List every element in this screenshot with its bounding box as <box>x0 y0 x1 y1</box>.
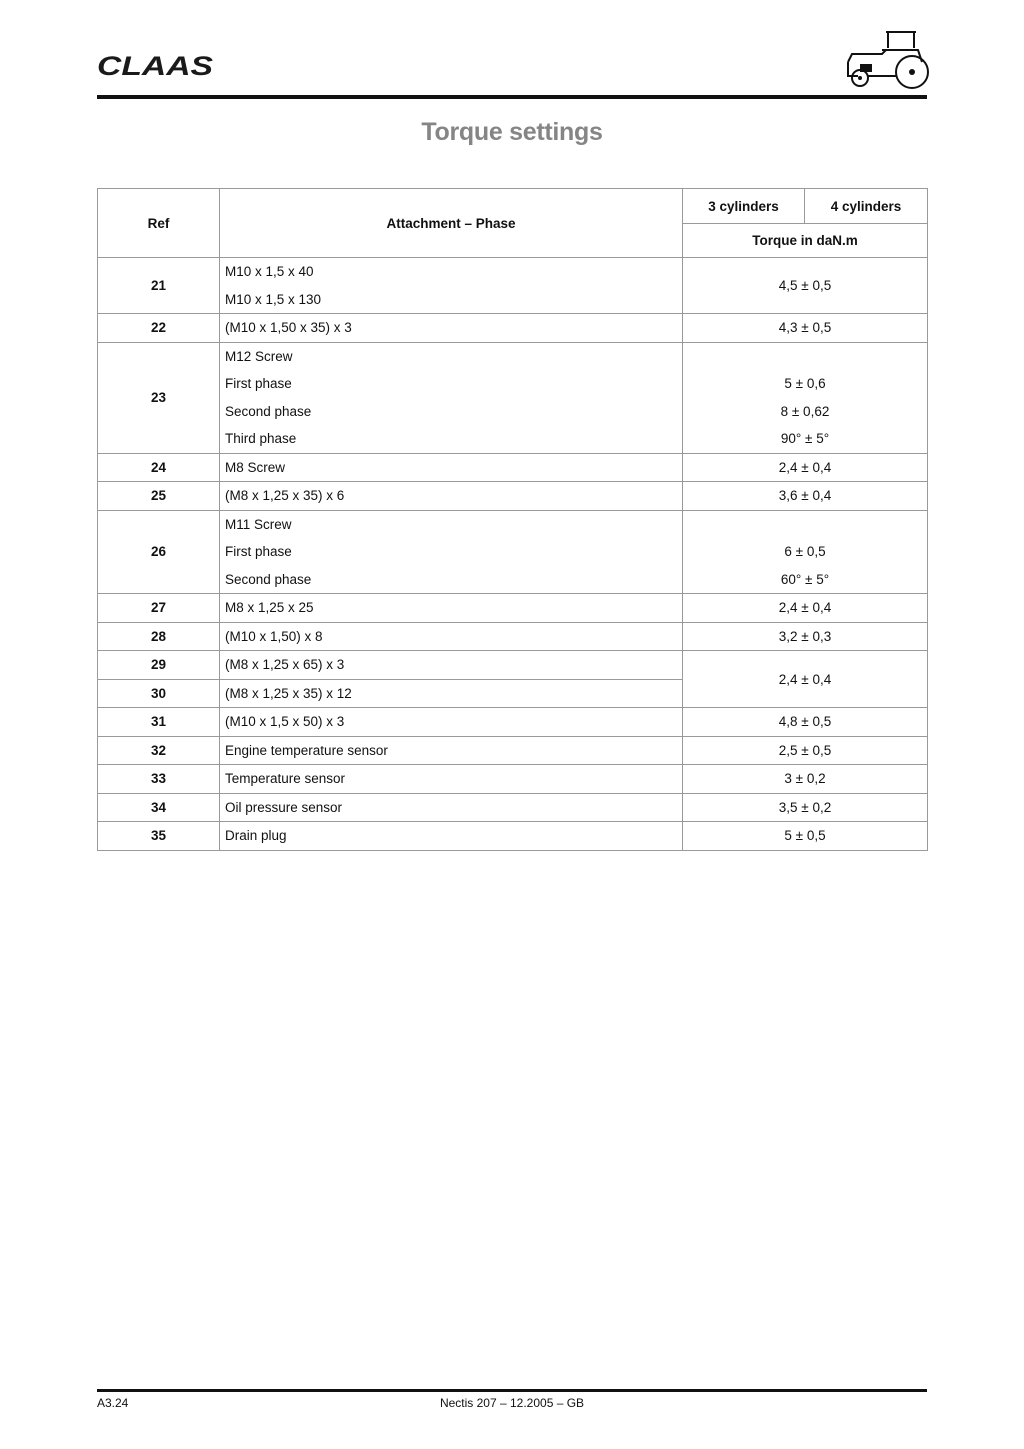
table-row <box>98 622 928 651</box>
table-row <box>98 736 928 765</box>
phase-line: M8 x 1,25 x 25 <box>225 600 314 615</box>
row-torque: 2,4 ± 0,4 <box>683 453 928 482</box>
row-torque: 2,5 ± 0,5 <box>683 736 928 765</box>
page-title: Torque settings <box>421 118 603 146</box>
phase-line: (M8 x 1,25 x 65) x 3 <box>225 657 345 672</box>
row-torque: 2,4 ± 0,4 <box>683 594 928 623</box>
table-row <box>98 510 928 594</box>
row-ref: 32 <box>98 736 220 765</box>
table-row <box>98 453 928 482</box>
phase-line: (M10 x 1,50) x 8 <box>225 628 323 644</box>
table-row <box>98 314 928 343</box>
row-phase <box>220 453 683 482</box>
phase-line: (M10 x 1,50 x 35) x 3 <box>225 320 352 335</box>
row-phase <box>220 708 683 737</box>
phase-line: Third phase <box>225 431 297 446</box>
row-phase <box>220 510 683 594</box>
footer-rule <box>97 1389 927 1392</box>
row-phase <box>220 736 683 765</box>
row-ref: 25 <box>98 482 220 511</box>
row-torque <box>683 510 928 594</box>
phase-line: Temperature sensor <box>225 771 346 786</box>
torque-line <box>683 511 927 539</box>
row-ref: 24 <box>98 453 220 482</box>
phase-line: M11 Screw <box>225 516 292 532</box>
row-torque: 3,5 ± 0,2 <box>683 793 928 822</box>
row-ref: 23 <box>98 342 220 453</box>
phase-line: Drain plug <box>225 828 287 843</box>
phase-line: M10 x 1,5 x 40 <box>225 264 314 279</box>
row-phase <box>220 482 683 511</box>
row-ref: 26 <box>98 510 220 594</box>
row-phase <box>220 822 683 851</box>
row-phase <box>220 679 683 708</box>
table-row <box>98 258 928 314</box>
torque-line: 60° ± 5° <box>780 571 830 587</box>
phase-line: Oil pressure sensor <box>225 799 343 815</box>
torque-line: 8 ± 0,62 <box>780 403 830 419</box>
row-torque: 4,3 ± 0,5 <box>683 314 928 343</box>
row-ref: 34 <box>98 793 220 822</box>
torque-line: 5 ± 0,6 <box>784 376 826 391</box>
row-ref: 21 <box>98 258 220 314</box>
claas-logo <box>97 50 217 80</box>
row-phase <box>220 622 683 651</box>
row-phase <box>220 258 683 314</box>
torque-line: 6 ± 0,5 <box>784 544 826 559</box>
row-torque: 2,4 ± 0,4 <box>683 651 928 708</box>
row-ref: 31 <box>98 708 220 737</box>
tractor-icon <box>838 28 930 92</box>
torque-table <box>97 188 928 851</box>
header-ref: Ref <box>98 189 220 258</box>
torque-line: 90° ± 5° <box>780 431 830 446</box>
header-torque-unit: Torque in daN.m <box>683 224 928 258</box>
row-torque: 3,2 ± 0,3 <box>683 622 928 651</box>
row-phase <box>220 594 683 623</box>
phase-line: M12 Screw <box>225 348 293 364</box>
phase-line: M10 x 1,5 x 130 <box>225 291 322 307</box>
row-ref: 33 <box>98 765 220 794</box>
table-row <box>98 651 928 680</box>
torque-line <box>683 343 927 371</box>
row-torque: 3,6 ± 0,4 <box>683 482 928 511</box>
header-rule <box>97 95 927 99</box>
row-torque <box>683 342 928 453</box>
row-ref: 22 <box>98 314 220 343</box>
table-row <box>98 482 928 511</box>
row-phase <box>220 793 683 822</box>
page-number: A3.24 <box>97 1396 129 1410</box>
phase-line: (M10 x 1,5 x 50) x 3 <box>225 714 345 729</box>
header-3-cylinders: 3 cylinders <box>683 189 805 224</box>
phase-line: Second phase <box>225 403 312 419</box>
header-4-cylinders: 4 cylinders <box>805 189 928 224</box>
phase-line: Engine temperature sensor <box>225 742 388 758</box>
table-row <box>98 765 928 794</box>
header-attachment: Attachment – Phase <box>220 189 683 258</box>
table-row <box>98 594 928 623</box>
phase-line: (M8 x 1,25 x 35) x 12 <box>225 685 352 701</box>
row-ref: 30 <box>98 679 220 708</box>
document-reference: Nectis 207 – 12.2005 – GB <box>439 1396 585 1410</box>
table-row <box>98 342 928 453</box>
row-phase <box>220 342 683 453</box>
phase-line: First phase <box>225 544 292 559</box>
row-torque: 3 ± 0,2 <box>683 765 928 794</box>
phase-line: First phase <box>225 376 292 391</box>
logo-text: CLAAS <box>97 51 213 80</box>
row-ref: 27 <box>98 594 220 623</box>
row-ref: 29 <box>98 651 220 680</box>
table-row <box>98 708 928 737</box>
row-torque: 5 ± 0,5 <box>683 822 928 851</box>
row-phase <box>220 765 683 794</box>
row-torque: 4,5 ± 0,5 <box>683 258 928 314</box>
phase-line: Second phase <box>225 571 312 587</box>
table-row <box>98 822 928 851</box>
row-torque: 4,8 ± 0,5 <box>683 708 928 737</box>
row-ref: 28 <box>98 622 220 651</box>
phase-line: (M8 x 1,25 x 35) x 6 <box>225 488 345 503</box>
row-ref: 35 <box>98 822 220 851</box>
table-row <box>98 793 928 822</box>
row-phase <box>220 314 683 343</box>
row-phase <box>220 651 683 680</box>
phase-line: M8 Screw <box>225 459 286 475</box>
